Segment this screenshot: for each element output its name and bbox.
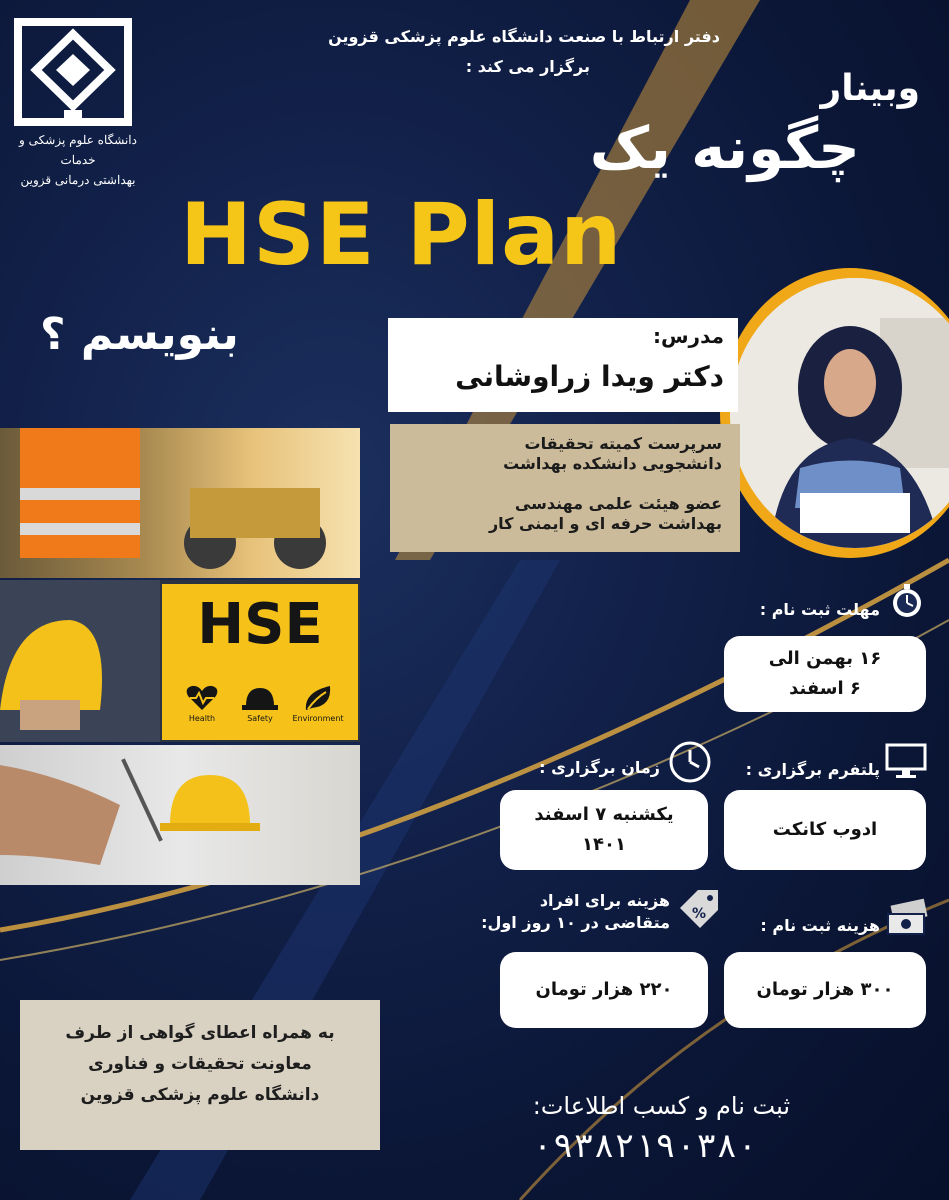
time-value-line1: یکشنبه ۷ اسفند	[534, 804, 674, 825]
svg-text:%: %	[692, 906, 707, 922]
deadline-value	[724, 636, 926, 712]
organizer-name: دفتر ارتباط با صنعت دانشگاه علوم پزشکی قزوین	[328, 27, 720, 46]
registration-label: ثبت نام و کسب اطلاعات:	[532, 1092, 790, 1120]
money-bills-icon	[884, 898, 930, 938]
hse-label-safety: Safety	[247, 714, 273, 723]
fee-value: ۳۰۰ هزار تومان	[724, 952, 926, 1028]
organizer-tail: برگزار می کند :	[465, 57, 590, 76]
safety-helmet-icon	[242, 684, 278, 712]
bio-line: بهداشت حرفه ای و ایمنی کار	[488, 514, 722, 533]
clock-icon	[668, 740, 712, 784]
logo-line-1: دانشگاه علوم پزشکی و خدمات	[19, 133, 137, 167]
title-hse-plan: HSE Plan	[180, 185, 623, 285]
environment-leaf-icon	[300, 684, 336, 712]
time-label: زمان برگزاری :	[539, 758, 660, 777]
certificate-line2: معاونت تحقیقات و فناوری	[88, 1054, 312, 1074]
title-write: بنویسم ؟	[40, 309, 239, 360]
hse-card	[162, 584, 358, 740]
deadline-value-line2: ۶ اسفند	[789, 678, 861, 699]
instructor-label: مدرس:	[652, 324, 724, 348]
discount-value: ۲۲۰ هزار تومان	[500, 952, 708, 1028]
certificate-line1: به همراه اعطای گواهی از طرف	[65, 1023, 335, 1043]
phone-number[interactable]: ۰۹۳۸۲۱۹۰۳۸۰	[532, 1126, 758, 1166]
webinar-label: وبینار	[820, 68, 920, 109]
organizer-text	[250, 22, 720, 82]
hse-label-environment: Environment	[292, 714, 344, 723]
platform-label: پلتفرم برگزاری :	[745, 760, 880, 779]
discount-label-line1: هزینه برای افراد	[539, 891, 670, 910]
discount-label-line2: متقاضی در ۱۰ روز اول:	[481, 913, 670, 932]
discount-label	[470, 890, 670, 934]
bio-line: عضو هیئت علمی مهندسی	[514, 494, 722, 513]
logo-line-2: بهداشتی درمانی قزوین	[20, 173, 136, 187]
bio-line: سرپرست کمیته تحقیقات	[524, 434, 722, 453]
time-value-line2: ۱۴۰۱	[582, 834, 626, 855]
logo-emblem-icon	[14, 18, 132, 126]
platform-value: ادوب کانکت	[724, 790, 926, 870]
title-how-one: چگونه یک	[589, 114, 860, 182]
monitor-icon	[884, 742, 928, 780]
university-logo	[14, 18, 132, 126]
health-heart-icon	[184, 684, 220, 712]
deadline-label: مهلت ثبت نام :	[759, 600, 880, 619]
bio-line: دانشجویی دانشکده بهداشت	[503, 454, 722, 473]
time-value	[500, 790, 708, 870]
instructor-bio	[390, 424, 740, 552]
photo-construction-worker	[0, 428, 360, 578]
hse-label-health: Health	[188, 714, 216, 723]
stopwatch-icon	[888, 582, 926, 620]
fee-label: هزینه ثبت نام :	[760, 916, 880, 935]
logo-caption	[8, 130, 148, 190]
discount-tag-icon	[676, 886, 722, 932]
hse-word: HSE	[197, 592, 323, 657]
certificate-line3: دانشگاه علوم پزشکی قزوین	[80, 1085, 320, 1105]
instructor-card	[388, 318, 738, 412]
photo-engineers-plans	[0, 745, 360, 885]
certificate-note	[20, 1000, 380, 1150]
instructor-name: دکتر ویدا زراوشانی	[455, 360, 724, 393]
deadline-value-line1: ۱۶ بهمن الی	[768, 648, 882, 669]
